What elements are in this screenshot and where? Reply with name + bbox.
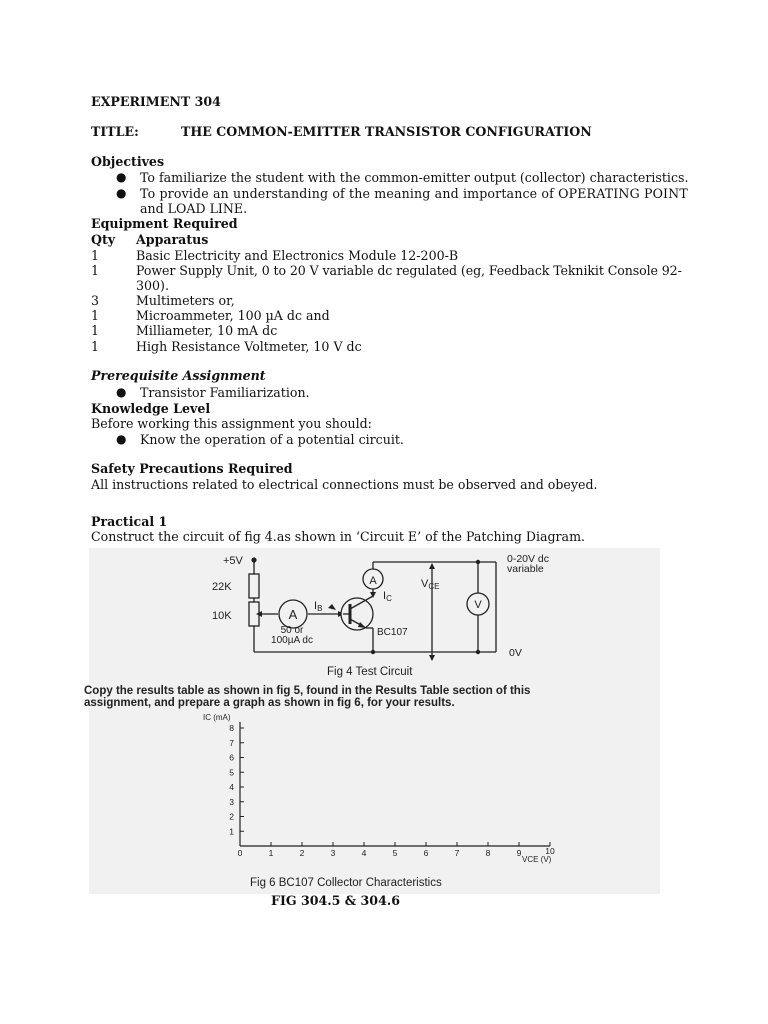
resistor-10k-label: 10K bbox=[212, 610, 232, 622]
y-tick-label: 7 bbox=[229, 737, 234, 748]
supply-label: +5V bbox=[223, 555, 243, 567]
knowledge-item: Know the operation of a potential circuit. bbox=[140, 432, 404, 447]
y-tick-label: 5 bbox=[229, 767, 234, 778]
objectives-heading: Objectives bbox=[91, 154, 165, 169]
equipment-qty: 1 bbox=[91, 248, 100, 263]
x-tick-label: 7 bbox=[454, 848, 460, 858]
equipment-qty: 1 bbox=[91, 308, 100, 323]
knowledge-heading: Knowledge Level bbox=[91, 401, 211, 416]
x-tick-label: 2 bbox=[299, 848, 305, 858]
y-tick-label: 3 bbox=[229, 796, 234, 807]
svg-text:A: A bbox=[369, 575, 377, 587]
objective-item: To provide an understanding of the meaning and importance of OPERATING POINT bbox=[140, 186, 688, 201]
x-tick-label: 1 bbox=[268, 848, 274, 858]
y-tick-label: 2 bbox=[229, 811, 234, 822]
y-tick-label: 8 bbox=[229, 723, 234, 733]
svg-text:A: A bbox=[288, 607, 298, 622]
equipment-item: Microammeter, 100 µA dc and bbox=[136, 308, 330, 323]
transistor-label: BC107 bbox=[377, 627, 408, 638]
equipment-qty: 1 bbox=[91, 339, 100, 354]
document-title: THE COMMON-EMITTER TRANSISTOR CONFIGURATION bbox=[181, 124, 592, 139]
title-label: TITLE: bbox=[91, 124, 139, 139]
source-label-line2: variable bbox=[507, 563, 544, 575]
y-tick-label: 6 bbox=[229, 752, 234, 763]
x-tick-label: 3 bbox=[330, 848, 336, 858]
x-tick-label: 10 bbox=[545, 846, 555, 856]
prerequisite-item: Transistor Familiarization. bbox=[140, 385, 310, 400]
knowledge-intro: Before working this assignment you should: bbox=[91, 416, 372, 431]
x-tick-label: 0 bbox=[237, 848, 243, 858]
instruction-line2: assignment, and prepare a graph as shown in fig 6, for your results. bbox=[84, 697, 455, 709]
equipment-qty: 1 bbox=[91, 263, 100, 278]
y-axis-label: IC (mA) bbox=[203, 713, 231, 722]
experiment-number: EXPERIMENT 304 bbox=[91, 94, 221, 109]
objective-item-continued: and LOAD LINE. bbox=[140, 201, 248, 216]
microammeter-range-line1: 50 or bbox=[280, 625, 304, 636]
equipment-item: Power Supply Unit, 0 to 20 V variable dc regulated (eg, Feedback Teknikit Console 92- bbox=[136, 263, 682, 278]
apparatus-column-header: Apparatus bbox=[136, 232, 209, 247]
safety-text: All instructions related to electrical connections must be observed and obeyed. bbox=[91, 477, 598, 492]
prerequisite-heading: Prerequisite Assignment bbox=[91, 368, 266, 383]
equipment-item-continued: 300). bbox=[136, 278, 169, 293]
x-tick-label: 8 bbox=[485, 848, 491, 858]
practical-text: Construct the circuit of fig 4.as shown in ‘Circuit E’ of the Patching Diagram. bbox=[91, 529, 586, 544]
bullet: ● bbox=[116, 186, 127, 200]
x-tick-label: 6 bbox=[423, 848, 429, 858]
instruction-line1: Copy the results table as shown in fig 5, found in the Results Table section of this bbox=[84, 685, 531, 697]
equipment-qty: 3 bbox=[91, 293, 100, 308]
qty-column-header: Qty bbox=[91, 232, 116, 247]
vce-label: VCE bbox=[421, 578, 440, 591]
ground-label: 0V bbox=[509, 647, 522, 659]
x-tick-label: 9 bbox=[516, 848, 522, 858]
source-label-line1: 0-20V dc bbox=[507, 553, 550, 565]
bullet: ● bbox=[116, 432, 127, 446]
safety-heading: Safety Precautions Required bbox=[91, 461, 293, 476]
x-tick-label: 4 bbox=[361, 848, 367, 858]
equipment-heading: Equipment Required bbox=[91, 216, 238, 231]
fig4-caption: Fig 4 Test Circuit bbox=[327, 666, 413, 678]
y-tick-label: 1 bbox=[229, 826, 234, 837]
bullet: ● bbox=[116, 385, 127, 399]
figure-reference: FIG 304.5 & 304.6 bbox=[271, 893, 400, 908]
bullet: ● bbox=[116, 170, 127, 184]
ic-label: IC bbox=[383, 590, 392, 603]
y-tick-label: 4 bbox=[229, 782, 234, 792]
microammeter-range-line2: 100µA dc bbox=[271, 635, 313, 646]
resistor-22k-label: 22K bbox=[212, 581, 232, 593]
equipment-item: Milliameter, 10 mA dc bbox=[136, 323, 278, 338]
equipment-item: Basic Electricity and Electronics Module 12-200-B bbox=[136, 248, 459, 263]
objective-item: To familiarize the student with the common-emitter output (collector) characteristics. bbox=[140, 170, 689, 185]
ib-label: IB bbox=[314, 600, 323, 613]
fig6-caption: Fig 6 BC107 Collector Characteristics bbox=[250, 877, 442, 889]
x-axis-label: VCE (V) bbox=[522, 855, 552, 864]
practical-heading: Practical 1 bbox=[91, 514, 168, 529]
equipment-item: High Resistance Voltmeter, 10 V dc bbox=[136, 339, 362, 354]
x-tick-label: 5 bbox=[392, 848, 398, 858]
svg-text:V: V bbox=[474, 599, 482, 611]
equipment-item: Multimeters or, bbox=[136, 293, 235, 308]
equipment-qty: 1 bbox=[91, 323, 100, 338]
